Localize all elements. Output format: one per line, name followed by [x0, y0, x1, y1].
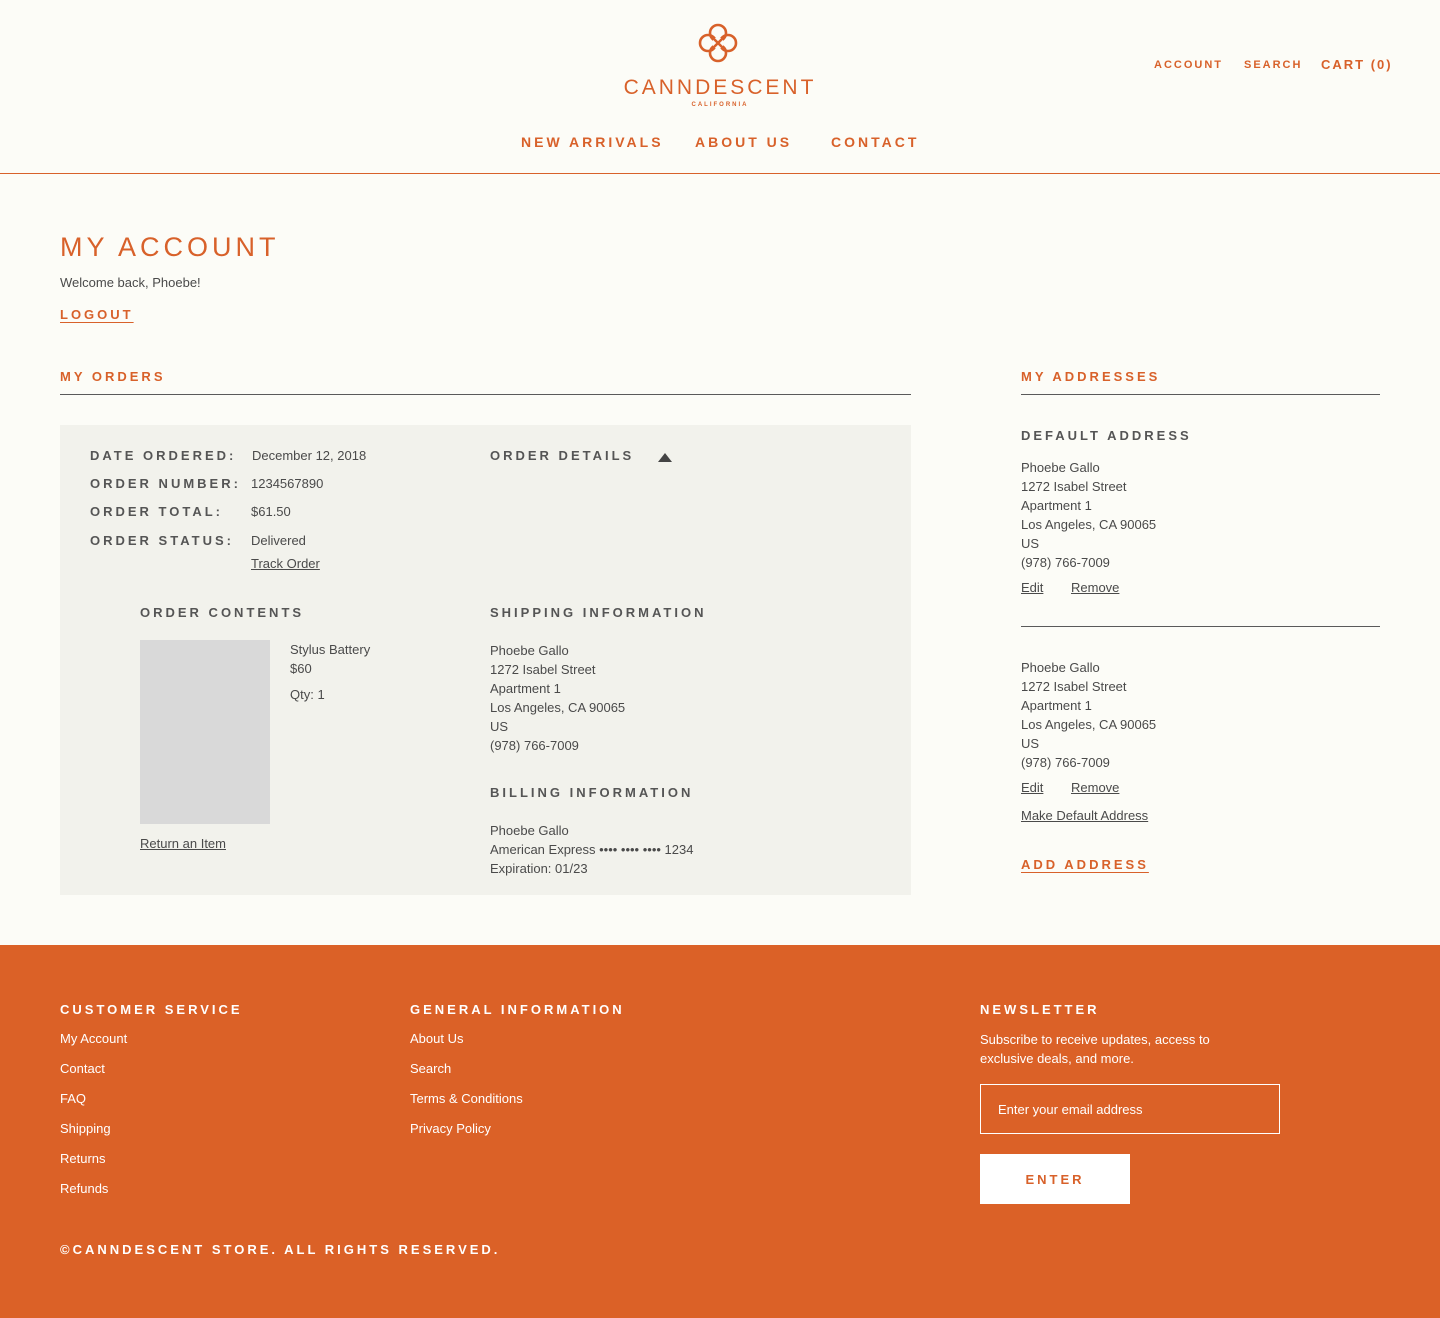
- edit-address-button[interactable]: Edit: [1021, 780, 1044, 795]
- caret-up-icon[interactable]: [658, 453, 672, 462]
- search-link[interactable]: SEARCH: [1244, 59, 1303, 71]
- product-quantity: Qty: 1: [290, 687, 325, 702]
- remove-address-button[interactable]: Remove: [1071, 780, 1120, 795]
- product-price: $60: [290, 661, 312, 676]
- nav-contact[interactable]: CONTACT: [831, 134, 920, 150]
- site-header: [0, 0, 1440, 174]
- footer-link-search[interactable]: Search: [410, 1061, 452, 1076]
- general-information-heading: GENERAL INFORMATION: [410, 1002, 625, 1017]
- footer-link-terms[interactable]: Terms & Conditions: [410, 1091, 523, 1106]
- footer-link-faq[interactable]: FAQ: [60, 1091, 87, 1106]
- address-divider: [1021, 626, 1380, 627]
- order-total-value: $61.50: [251, 504, 291, 519]
- footer-link-refunds[interactable]: Refunds: [60, 1181, 109, 1196]
- order-contents-heading: ORDER CONTENTS: [140, 605, 305, 620]
- return-item-link[interactable]: Return an Item: [140, 836, 226, 851]
- cart-link[interactable]: CART (0): [1321, 57, 1393, 72]
- product-image-placeholder[interactable]: [140, 640, 270, 824]
- remove-address-button[interactable]: Remove: [1071, 580, 1120, 595]
- order-details-toggle[interactable]: ORDER DETAILS: [490, 448, 635, 463]
- edit-address-button[interactable]: Edit: [1021, 580, 1044, 595]
- billing-details: Phoebe Gallo American Express •••• •••• •••• 1234 Expiration: 01/23: [490, 823, 694, 876]
- secondary-address: Phoebe Gallo 1272 Isabel Street Apartment 1 Los Angeles, CA 90065 US (978) 766-7009: [1021, 660, 1157, 770]
- welcome-message: Welcome back, Phoebe!: [60, 275, 201, 290]
- clover-knot-icon[interactable]: [697, 22, 739, 64]
- logout-link[interactable]: LOGOUT: [60, 307, 134, 322]
- shipping-address: Phoebe Gallo 1272 Isabel Street Apartment 1 Los Angeles, CA 90065 US (978) 766-7009: [490, 643, 626, 753]
- site-footer: [0, 945, 1440, 1318]
- product-name[interactable]: Stylus Battery: [290, 642, 371, 657]
- newsletter-email-input[interactable]: [980, 1084, 1280, 1134]
- track-order-link[interactable]: Track Order: [251, 556, 320, 571]
- customer-service-heading: CUSTOMER SERVICE: [60, 1002, 243, 1017]
- order-number-value: 1234567890: [251, 476, 324, 491]
- add-address-link[interactable]: ADD ADDRESS: [1021, 857, 1149, 872]
- newsletter-description: Subscribe to receive updates, access to exclusive deals, and more.: [980, 1032, 1210, 1066]
- order-status-label: ORDER STATUS:: [90, 533, 234, 548]
- my-orders-heading: MY ORDERS: [60, 369, 166, 384]
- orders-divider: [60, 394, 911, 395]
- order-status-value: Delivered: [251, 533, 306, 548]
- newsletter-heading: NEWSLETTER: [980, 1002, 1100, 1017]
- addresses-divider: [1021, 394, 1380, 395]
- billing-info-heading: BILLING INFORMATION: [490, 785, 694, 800]
- nav-about-us[interactable]: ABOUT US: [695, 134, 793, 150]
- make-default-address-link[interactable]: Make Default Address: [1021, 808, 1149, 823]
- date-ordered-value: December 12, 2018: [252, 448, 367, 463]
- brand-logo-text[interactable]: CANNDESCENT: [623, 76, 817, 99]
- date-ordered-label: DATE ORDERED:: [90, 448, 237, 463]
- my-addresses-heading: MY ADDRESSES: [1021, 369, 1161, 384]
- default-address-heading: DEFAULT ADDRESS: [1021, 428, 1192, 443]
- shipping-info-heading: SHIPPING INFORMATION: [490, 605, 707, 620]
- footer-link-privacy[interactable]: Privacy Policy: [410, 1121, 491, 1136]
- footer-link-returns[interactable]: Returns: [60, 1151, 106, 1166]
- order-total-label: ORDER TOTAL:: [90, 504, 224, 519]
- order-number-label: ORDER NUMBER:: [90, 476, 241, 491]
- footer-link-contact[interactable]: Contact: [60, 1061, 105, 1076]
- nav-new-arrivals[interactable]: NEW ARRIVALS: [521, 134, 664, 150]
- page-title: MY ACCOUNT: [60, 232, 280, 262]
- newsletter-enter-button[interactable]: ENTER: [980, 1154, 1130, 1204]
- footer-link-shipping[interactable]: Shipping: [60, 1121, 111, 1136]
- brand-logo-subtitle: CALIFORNIA: [691, 102, 749, 108]
- copyright-text: ©CANNDESCENT STORE. ALL RIGHTS RESERVED.: [60, 1242, 501, 1257]
- account-link[interactable]: ACCOUNT: [1154, 59, 1223, 71]
- footer-link-about-us[interactable]: About Us: [410, 1031, 464, 1046]
- footer-link-my-account[interactable]: My Account: [60, 1031, 128, 1046]
- default-address: Phoebe Gallo 1272 Isabel Street Apartment 1 Los Angeles, CA 90065 US (978) 766-7009: [1021, 460, 1157, 570]
